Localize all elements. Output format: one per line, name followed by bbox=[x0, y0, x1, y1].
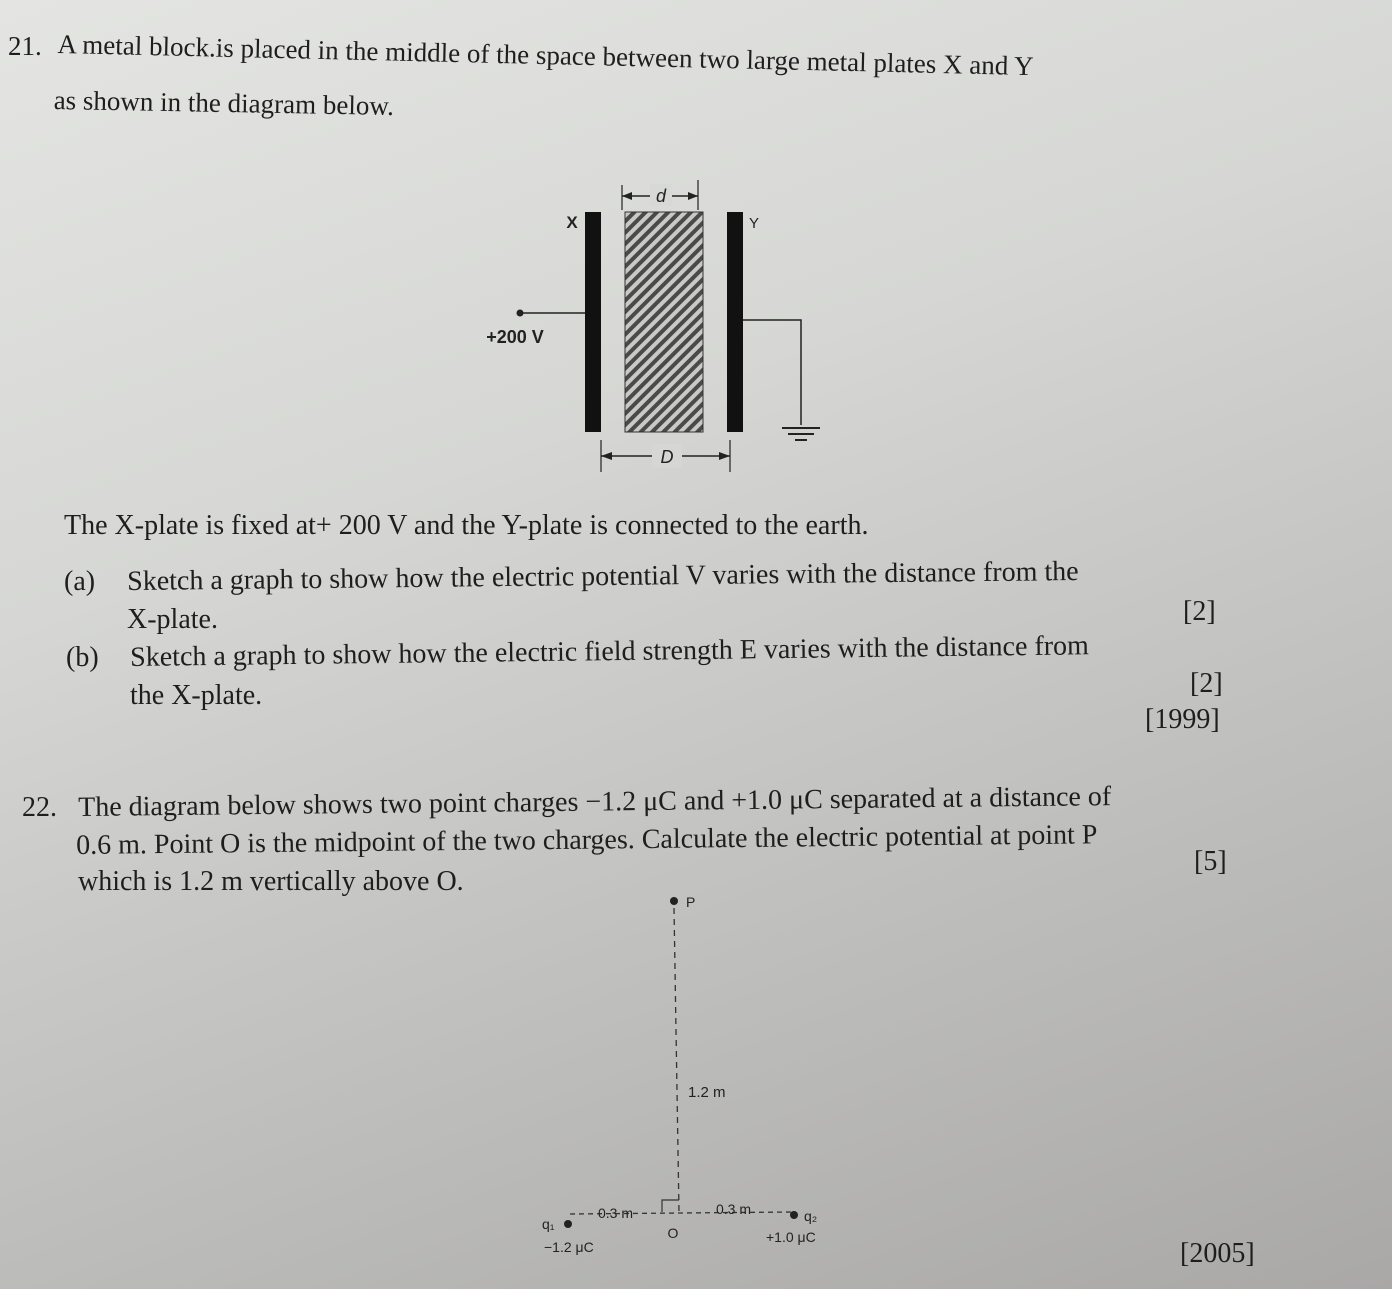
q21-year: [1999] bbox=[1145, 704, 1220, 735]
charge-q1 bbox=[564, 1220, 572, 1228]
point-p bbox=[670, 897, 678, 905]
label-height: 1.2 m bbox=[688, 1084, 726, 1101]
label-right-dist: 0.3 m bbox=[716, 1201, 752, 1217]
q21-part-b-line1: Sketch a graph to show how the electric field strength E varies with the distance from bbox=[130, 630, 1090, 673]
label-left-dist: 0.3 m bbox=[598, 1205, 634, 1221]
plate-x bbox=[585, 212, 601, 432]
voltage-label: +200 V bbox=[486, 327, 544, 347]
q21-intro-line1: A metal block.is placed in the middle of the space between two large metal plates X and Y bbox=[57, 28, 1034, 82]
q22-line3: which is 1.2 m vertically above O. bbox=[78, 866, 464, 897]
label-D: D bbox=[660, 447, 674, 467]
label-d: d bbox=[655, 186, 667, 206]
q21-part-b-line2: the X-plate. bbox=[130, 680, 263, 711]
label-q1: q₁ bbox=[542, 1216, 555, 1232]
d-dimension bbox=[622, 180, 698, 210]
q21-intro-line2: as shown in the diagram below. bbox=[53, 84, 395, 121]
q21-part-a-label: (a) bbox=[64, 566, 96, 597]
q2-value: +1.0 μC bbox=[766, 1229, 816, 1245]
q21-part-a-line1: Sketch a graph to show how the electric potential V varies with the distance from the bbox=[127, 556, 1079, 597]
label-o: O bbox=[667, 1225, 679, 1241]
label-p: P bbox=[686, 894, 696, 910]
capacitor-diagram bbox=[470, 170, 850, 480]
q21-part-a-marks: [2] bbox=[1183, 596, 1216, 627]
q22-number: 22. bbox=[22, 792, 57, 823]
q1-value: −1.2 μC bbox=[544, 1239, 594, 1255]
metal-block bbox=[625, 212, 703, 432]
q22-line1: The diagram below shows two point charges −1.2 μC and +1.0 μC separated at a distance of bbox=[78, 781, 1112, 823]
plate-y bbox=[727, 212, 743, 432]
D-dimension bbox=[601, 440, 730, 472]
label-q2: q₂ bbox=[804, 1208, 818, 1224]
q21-part-b-label: (b) bbox=[66, 642, 99, 673]
point-charges-diagram bbox=[530, 890, 850, 1260]
earth-symbol bbox=[782, 428, 820, 440]
q22-marks: [5] bbox=[1194, 846, 1227, 877]
q22-line2: 0.6 m. Point O is the midpoint of the two charges. Calculate the electric potential at point P bbox=[76, 819, 1098, 861]
q21-statement: The X-plate is fixed at+ 200 V and the Y-plate is connected to the earth. bbox=[64, 510, 869, 541]
q21-part-a-line2: X-plate. bbox=[127, 604, 218, 635]
q21-part-b-marks: [2] bbox=[1190, 668, 1223, 699]
q22-year: [2005] bbox=[1180, 1238, 1255, 1269]
label-x: X bbox=[566, 213, 578, 232]
label-y: Y bbox=[748, 215, 760, 232]
q21-number: 21. bbox=[8, 31, 42, 61]
charge-q2 bbox=[790, 1211, 798, 1219]
